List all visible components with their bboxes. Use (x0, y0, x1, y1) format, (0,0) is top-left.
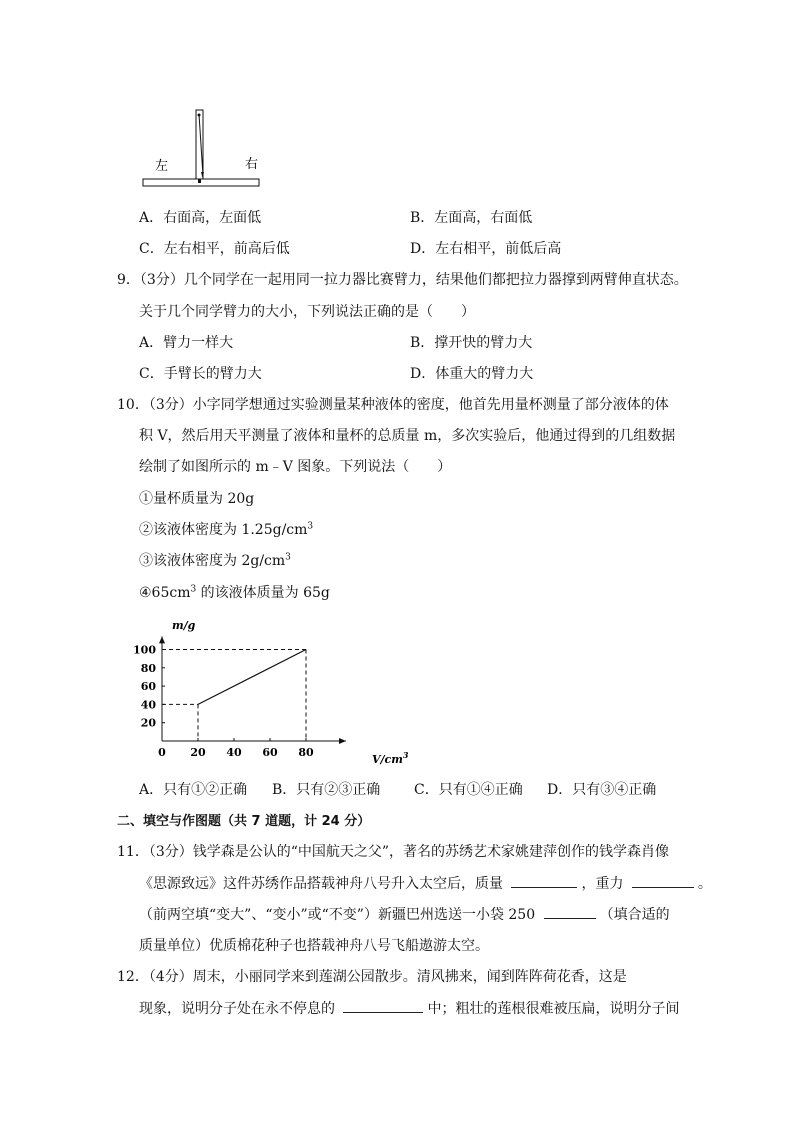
q12-text-a: 12．（4分）周末，小丽同学来到莲湖公园散步。清风拂来，闻到阵阵荷花香，这是 (117, 969, 627, 985)
q10-stem-line1: 10．（3分）小字同学想通过实验测量某种液体的密度，他首先用量杯测量了部分液体的体 (117, 397, 669, 413)
q12-stem-line1 (117, 966, 627, 986)
q10-statement-1: ①量杯质量为 20g (139, 491, 255, 507)
q10-s3-exp: 3 (285, 552, 291, 563)
y-tick-label-20: 20 (140, 716, 156, 730)
q11-text-e: （填合适的 (599, 907, 670, 923)
x-tick-label-0: 0 (158, 746, 166, 759)
x-axis-label-exp: 3 (402, 750, 409, 760)
q10-s4-text-a: ④65cm (139, 585, 191, 601)
y-axis-label: m/g (172, 619, 196, 632)
q10-stem-line2: 积 V，然后用天平测量了液体和量杯的总质量 m，多次实验后，他通过得到的几组数据 (139, 428, 676, 444)
q8-option-b[interactable]: B．左面高，右面低 (410, 210, 533, 226)
q9-option-b[interactable]: B．撑开快的臂力大 (410, 335, 533, 351)
center-mark (198, 179, 201, 183)
level-figure (135, 100, 275, 195)
q10-option-b[interactable]: B．只有②③正确 (272, 782, 381, 798)
q11-text-a: 《思源致远》这件苏绣作品搭载神舟八号升入太空后，质量 (139, 876, 503, 892)
q11-stem-line4: 质量单位）优质棉花种子也搭载神舟八号飞船遨游太空。 (139, 938, 489, 954)
y-tick-label-80: 80 (140, 661, 156, 675)
q11-stem-line3 (139, 904, 670, 924)
x-tick-label-40: 40 (226, 746, 242, 759)
q9-stem-line1: 9．（3分）几个同学在一起用同一拉力器比赛臂力，结果他们都把拉力器撑到两臂伸直状态。 (117, 272, 688, 288)
q12-stem-line2 (139, 998, 679, 1018)
pivot (198, 114, 201, 117)
q9-stem-line2: 关于几个同学臂力的大小，下列说法正确的是（ ） (139, 304, 475, 320)
q10-option-d[interactable]: D．只有③④正确 (547, 782, 657, 798)
q8-option-a[interactable]: A．右面高，左面低 (139, 210, 262, 226)
left-label: 左 (155, 159, 169, 174)
q9-option-a[interactable]: A．臂力一样大 (139, 335, 234, 351)
q11-stem-line2 (139, 873, 712, 893)
q12-text-b: 现象，说明分子处在永不停息的 (139, 1001, 335, 1017)
q11-blank-gravity[interactable] (632, 873, 694, 888)
x-tick-label-80: 80 (298, 746, 314, 759)
q11-text-d: （前两空填“变大”、“变小”或“不变”）新疆巴州选送一小袋 250 (139, 907, 536, 923)
q10-statement-4 (139, 582, 330, 602)
q8-option-c[interactable]: C．左右相平，前高后低 (139, 241, 290, 257)
x-axis-label: $V/cm^3$ (372, 750, 409, 766)
series-line-0 (198, 650, 306, 705)
q11-stem-line1: 11．（3分）钱学森是公认的“中国航天之父”，著名的苏绣艺术家姚建萍创作的钱学森肖像 (117, 844, 670, 860)
y-tick-label-60: 60 (140, 680, 156, 694)
q11-text-c: 。 (697, 876, 712, 892)
q12-blank-motion[interactable] (343, 998, 423, 1013)
mv-chart (130, 615, 409, 766)
q8-option-d[interactable]: D．左右相平，前低后高 (410, 241, 562, 257)
q10-option-c[interactable]: C．只有①④正确 (414, 782, 523, 798)
x-tick-label-60: 60 (262, 746, 278, 759)
right-label: 右 (245, 157, 259, 172)
plumb-bob (201, 172, 204, 178)
q10-s2-exp: 3 (307, 521, 314, 532)
y-axis-arrow (159, 636, 165, 643)
q9-option-d[interactable]: D．体重大的臂力大 (410, 366, 534, 382)
q11-text-b: ，重力 (581, 876, 624, 892)
q10-s2-text: ②该液体密度为 1.25g/cm (139, 522, 308, 538)
q12-text-c: 中；粗壮的莲根很难被压扁，说明分子间 (427, 1001, 680, 1017)
q10-s4-text-b: 的该液体质量为 65g (196, 585, 330, 601)
q11-blank-unit[interactable] (544, 904, 596, 919)
x-tick-label-20: 20 (190, 746, 206, 759)
y-tick-label-100: 100 (133, 643, 156, 657)
q9-option-c[interactable]: C．手臂长的臂力大 (139, 366, 262, 382)
x-axis-arrow (339, 738, 346, 744)
q10-stem-line3: 绘制了如图所示的 m﹣V 图象。下列说法（ ） (139, 459, 452, 475)
y-tick-label-40: 40 (140, 698, 156, 712)
section-2-title: 二、填空与作图题（共 7 道题，计 24 分） (117, 814, 371, 829)
q10-statement-3 (139, 550, 291, 570)
q10-statement-2 (139, 519, 313, 539)
q10-s3-text: ③该液体密度为 2g/cm (139, 553, 286, 569)
plumb-line (199, 114, 203, 176)
q10-option-a[interactable]: A．只有①②正确 (139, 782, 248, 798)
q10-s4-exp: 3 (190, 584, 197, 595)
q11-blank-mass[interactable] (511, 873, 577, 888)
